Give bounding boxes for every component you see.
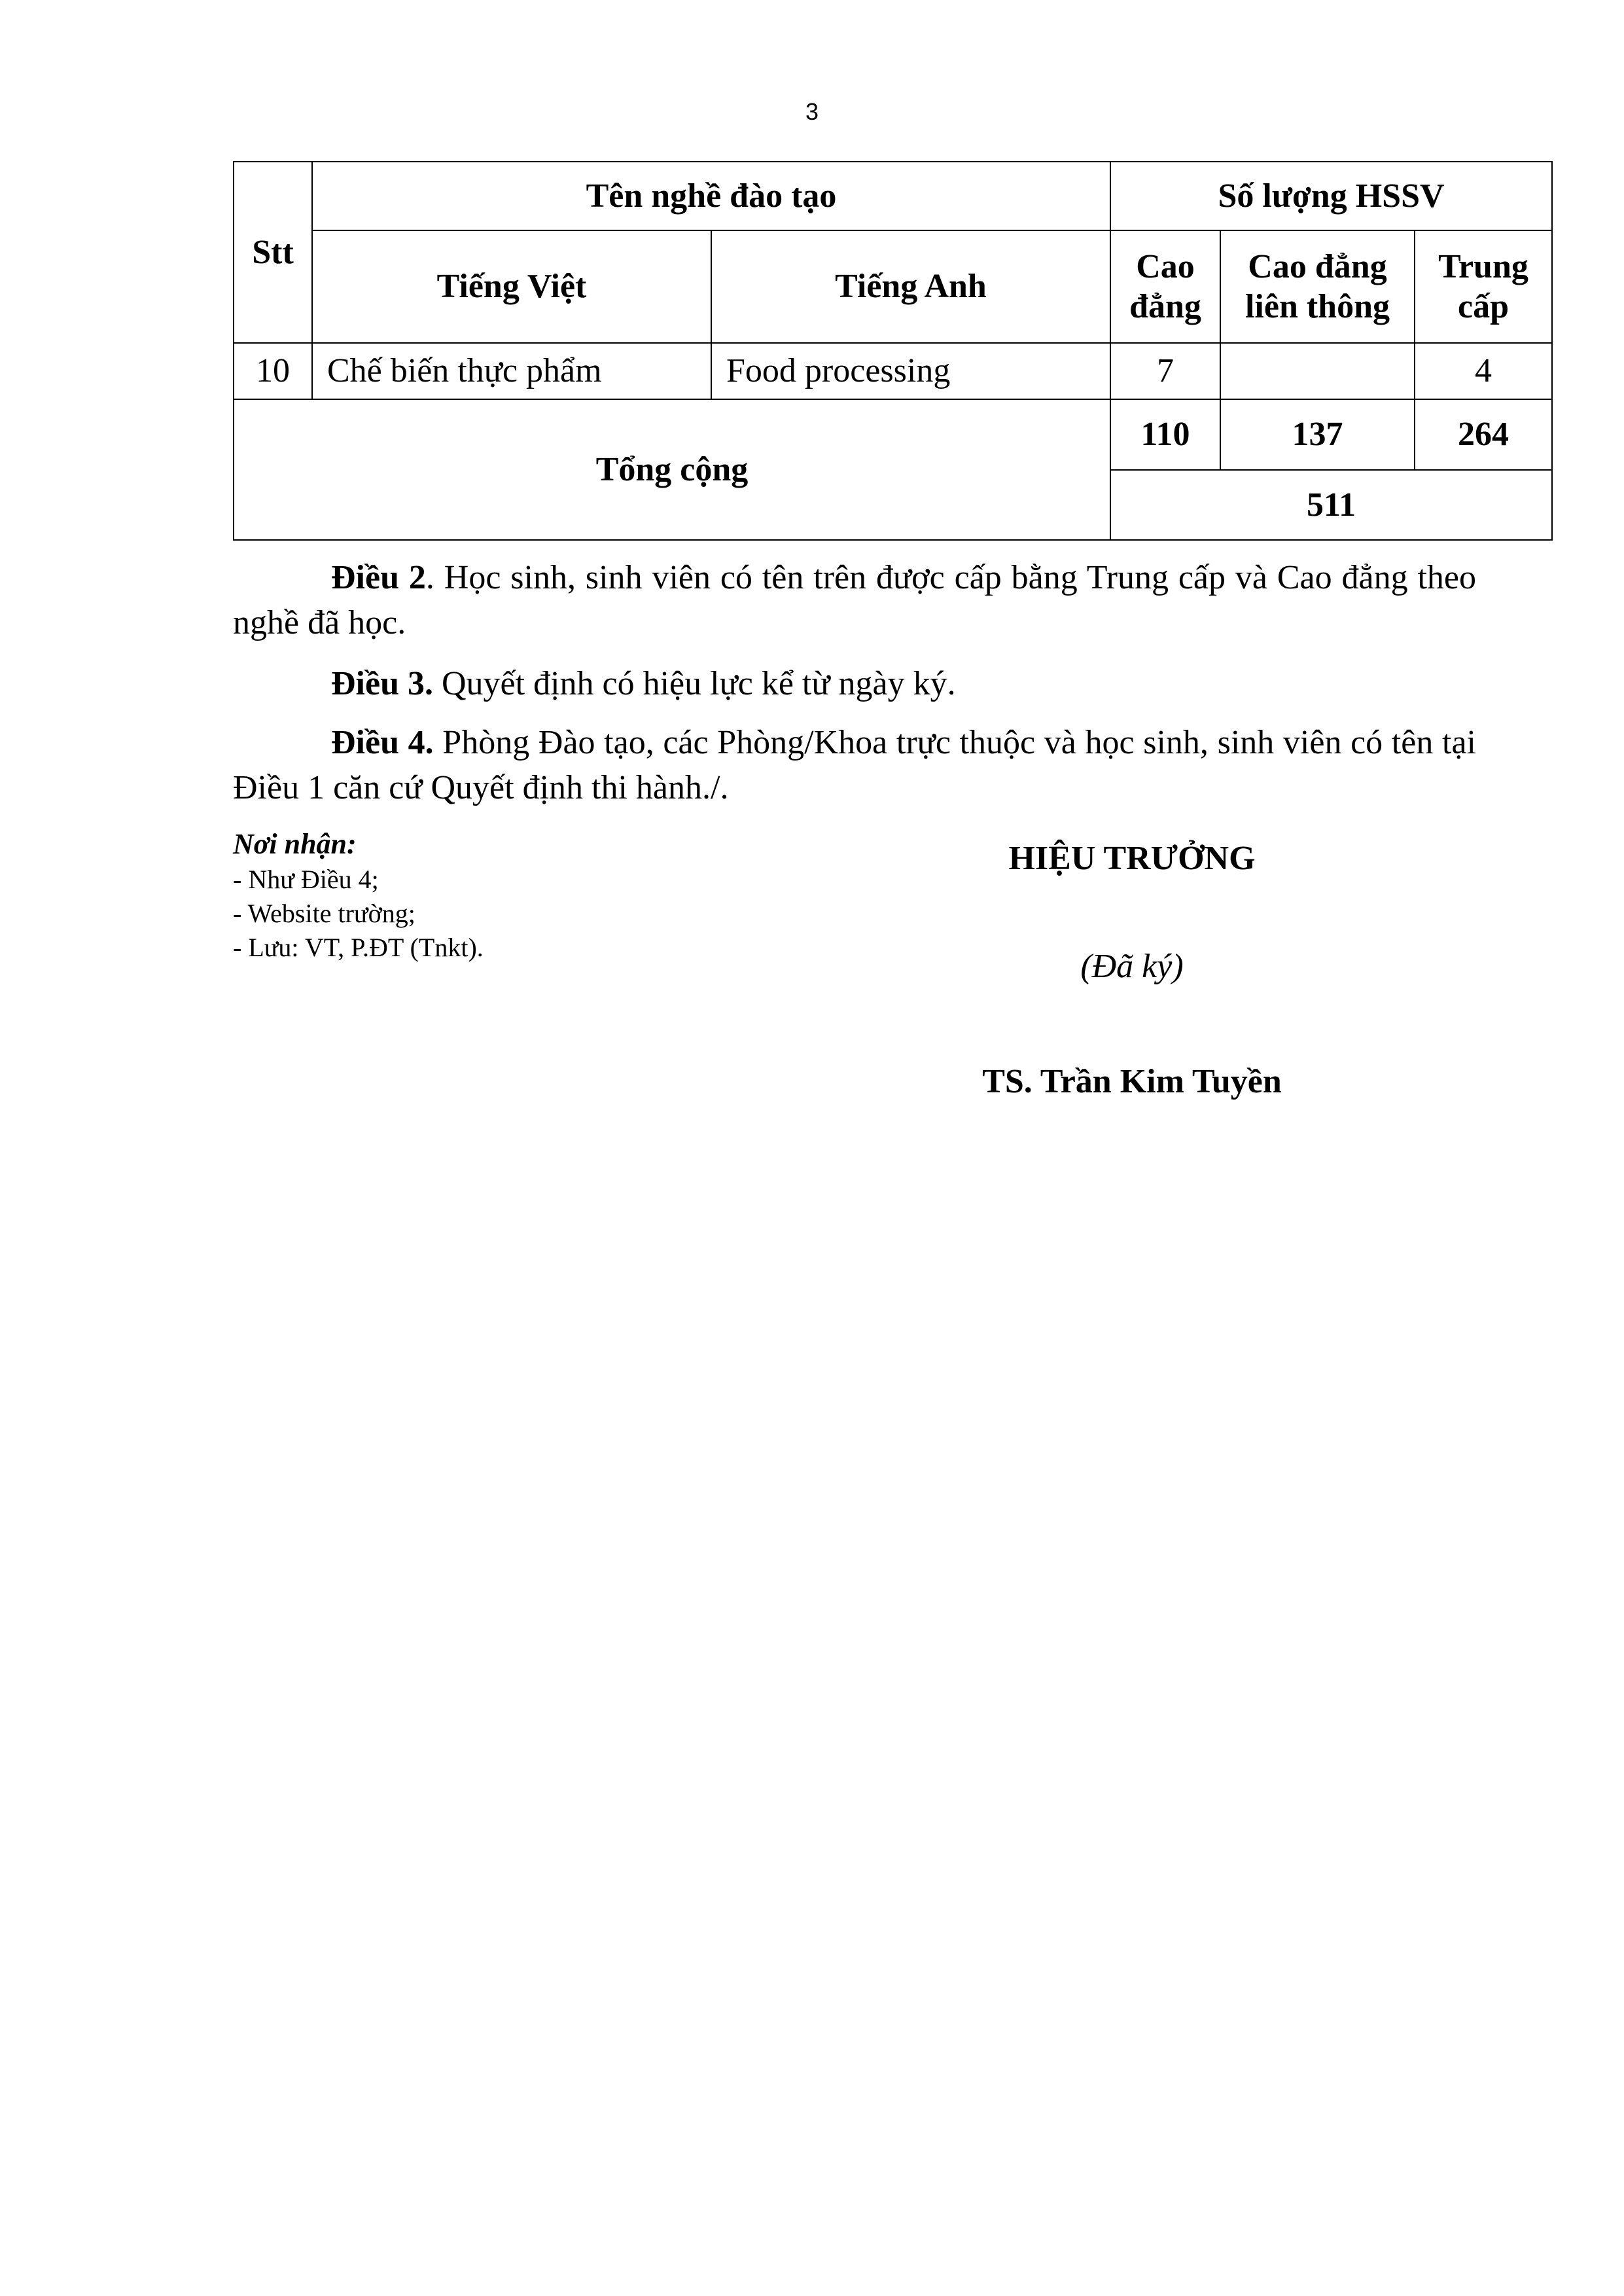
total-cao-dang: 110	[1110, 399, 1220, 470]
signed-note: (Đã ký)	[1080, 948, 1184, 985]
header-trung-cap: Trung cấp	[1415, 230, 1552, 343]
article-2-label: Điều 2	[331, 559, 426, 596]
article-4-label: Điều 4.	[331, 724, 434, 761]
cell-cao-dang-lien-thong	[1220, 343, 1415, 399]
signer-name: TS. Trần Kim Tuyền	[982, 1063, 1282, 1100]
student-count-table	[233, 161, 1553, 541]
cell-english: Food processing	[711, 343, 1110, 399]
grand-total: 511	[1110, 470, 1552, 540]
article-4	[233, 720, 1476, 810]
total-trung-cap: 264	[1415, 399, 1552, 470]
recipient-item: - Lưu: VT, P.ĐT (Tnkt).	[233, 933, 484, 962]
total-row	[234, 399, 1552, 470]
cell-stt: 10	[234, 343, 312, 399]
cell-vietnamese: Chế biến thực phẩm	[312, 343, 711, 399]
header-vietnamese: Tiếng Việt	[312, 230, 711, 343]
cell-cao-dang: 7	[1110, 343, 1220, 399]
recipients-title: Nơi nhận:	[233, 828, 357, 860]
recipients-block	[233, 826, 822, 965]
header-cao-dang-lien-thong: Cao đẳng liên thông	[1220, 230, 1415, 343]
header-cao-dang: Cao đẳng	[1110, 230, 1220, 343]
total-cao-dang-lien-thong: 137	[1220, 399, 1415, 470]
total-label: Tổng cộng	[234, 399, 1110, 540]
article-3-text: Quyết định có hiệu lực kể từ ngày ký.	[433, 665, 956, 702]
page-number: 3	[805, 98, 819, 125]
header-english: Tiếng Anh	[711, 230, 1110, 343]
header-training-name: Tên nghề đào tạo	[312, 162, 1110, 230]
header-student-count: Số lượng HSSV	[1110, 162, 1552, 230]
article-3-label: Điều 3.	[331, 665, 433, 702]
recipient-item: - Website trường;	[233, 899, 415, 928]
signer-title: HIỆU TRƯỞNG	[1008, 840, 1256, 877]
article-2-text: . Học sinh, sinh viên có tên trên được cấp bằng Trung cấp và Cao đẳng theo nghề đã học.	[233, 559, 1477, 641]
recipient-item: - Như Điều 4;	[233, 865, 379, 894]
table-row	[234, 343, 1552, 399]
header-stt: Stt	[234, 162, 312, 343]
cell-trung-cap: 4	[1415, 343, 1552, 399]
article-4-text: Phòng Đào tạo, các Phòng/Khoa trực thuộc và học sinh, sinh viên có tên tại Điều 1 căn cứ Quyết định thi hành./.	[233, 724, 1476, 806]
article-2	[233, 555, 1476, 645]
article-3	[233, 661, 1476, 706]
